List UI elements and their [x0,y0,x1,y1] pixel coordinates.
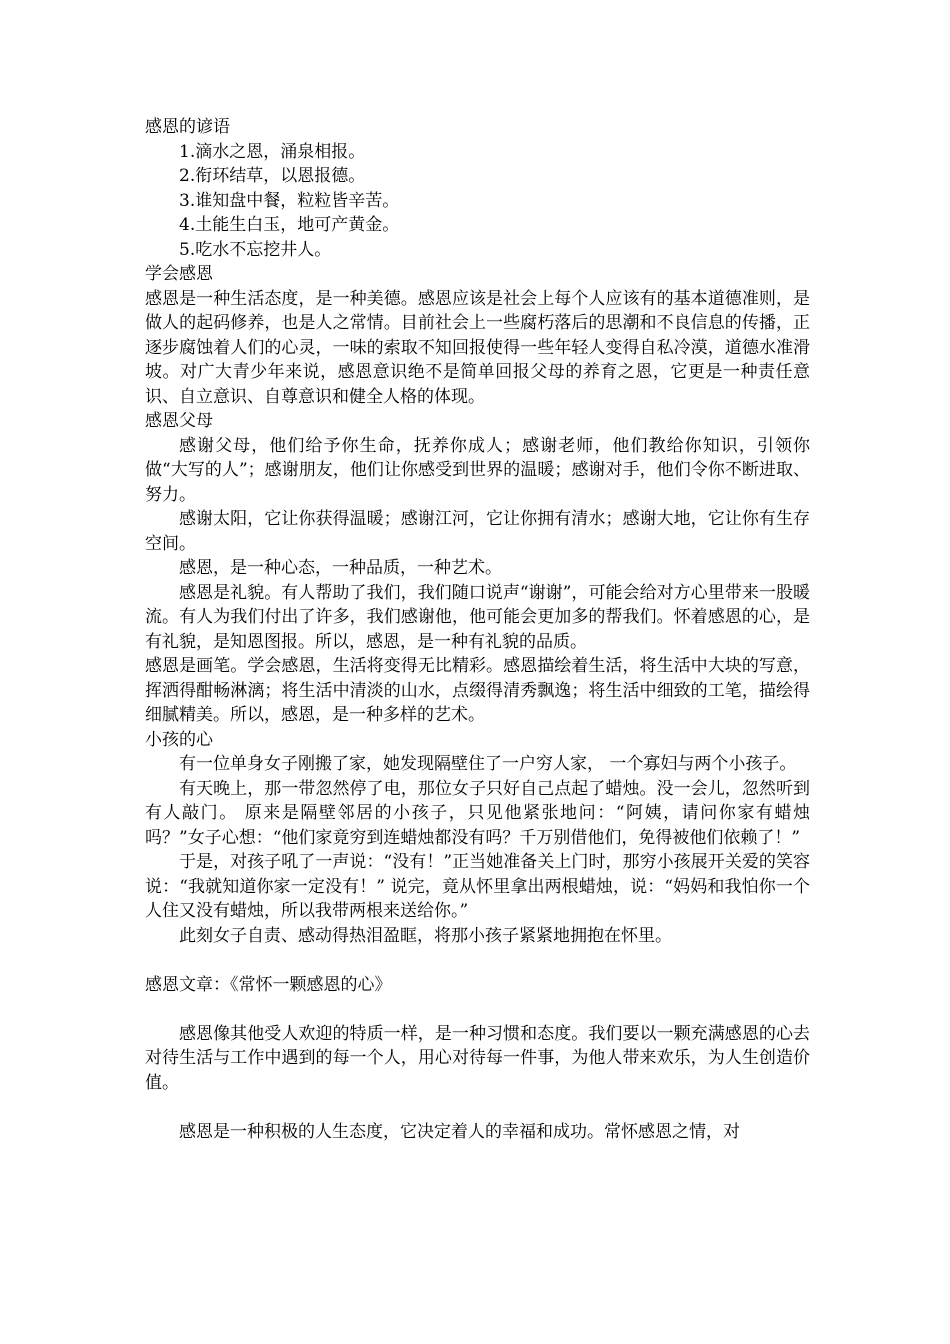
child-paragraph: 有天晚上，那一带忽然停了电，那位女子只好自己点起了蜡烛。没一会儿，忽然听到有人敲门。 原来是隔壁邻居的小孩子，只见他紧张地问：“阿姨，请问你家有蜡烛吗？”女子心想：“他们家竟穷到连蜡烛都没有吗？千万别借他们，免得被他们依赖了！” [145,778,810,848]
blank-line [145,997,810,1022]
blank-line [145,948,810,973]
parents-paragraph: 感恩是画笔。学会感恩，生活将变得无比精彩。感恩描绘着生活，将生活中大块的写意，挥洒得酣畅淋漓；将生活中清淡的山水，点缀得清秀飘逸；将生活中细致的工笔，描绘得细腻精美。所以，感恩，是一种多样的艺术。 [145,656,810,725]
parents-heading: 感恩父母 [145,411,213,431]
article-paragraph: 感恩像其他受人欢迎的特质一样，是一种习惯和态度。我们要以一颗充满感恩的心去对待生活与工作中遇到的每一个人，用心对待每一件事，为他人带来欢乐，为人生创造价值。 [145,1023,810,1093]
document-body [145,115,810,1144]
parents-paragraph: 感恩，是一种心态，一种品质，一种艺术。 [179,558,502,578]
child-paragraph: 于是，对孩子吼了一声说：“没有！”正当她准备关上门时，那穷小孩展开关爱的笑容说：“我就知道你家一定没有！” 说完，竟从怀里拿出两根蜡烛，说：“妈妈和我怕你一个人住又没有蜡烛，所以我带两根来送给你。” [145,852,810,921]
blank-line [145,1095,810,1120]
article-heading: 感恩文章：《常怀一颗感恩的心》 [145,974,392,995]
parents-paragraph: 感谢太阳，它让你获得温暖；感谢江河，它让你拥有清水；感谢大地，它让你有生存空间。 [145,509,810,554]
learn-heading: 学会感恩 [145,264,213,284]
parents-paragraph: 感恩是礼貌。有人帮助了我们，我们随口说声“谢谢”，可能会给对方心里带来一股暖流。有人为我们付出了许多，我们感谢他，他可能会更加多的帮我们。怀着感恩的心，是有礼貌，是知恩图报。所以，感恩，是一种有礼貌的品质。 [145,582,810,652]
proverbs-heading: 感恩的谚语 [145,117,230,137]
proverb-item: 4.土能生白玉，地可产黄金。 [179,215,400,235]
child-paragraph: 有一位单身女子刚搬了家，她发现隔壁住了一户穷人家， 一个寡妇与两个小孩子。 [179,754,797,774]
proverb-item: 1.滴水之恩，涌泉相报。 [179,141,366,162]
child-paragraph: 此刻女子自责、感动得热泪盈眶，将那小孩子紧紧地拥抱在怀里。 [179,925,672,946]
proverb-item: 3.谁知盘中餐，粒粒皆辛苦。 [179,190,400,211]
proverb-item: 2.衔环结草，以恩报德。 [179,166,366,186]
learn-paragraph: 感恩是一种生活态度，是一种美德。感恩应该是社会上每个人应该有的基本道德准则，是做人的起码修养，也是人之常情。目前社会上一些腐朽落后的思潮和不良信息的传播，正逐步腐蚀着人们的心灵，一味的索取不知回报使得一些年轻人变得自私冷漠，道德水准滑坡。对广大青少年来说，感恩意识绝不是简单回报父母的养育之恩，它更是一种责任意识、自立意识、自尊意识和健全人格的体现。 [145,288,810,407]
parents-paragraph: 感谢父母，他们给予你生命，抚养你成人；感谢老师，他们教给你知识，引领你做“大写的人”；感谢朋友，他们让你感受到世界的温暖；感谢对手，他们令你不断进取、努力。 [145,435,810,505]
proverb-item: 5.吃水不忘挖井人。 [179,239,332,260]
child-heading: 小孩的心 [145,729,213,750]
article-paragraph: 感恩是一种积极的人生态度，它决定着人的幸福和成功。常怀感恩之情，对 [179,1121,740,1142]
